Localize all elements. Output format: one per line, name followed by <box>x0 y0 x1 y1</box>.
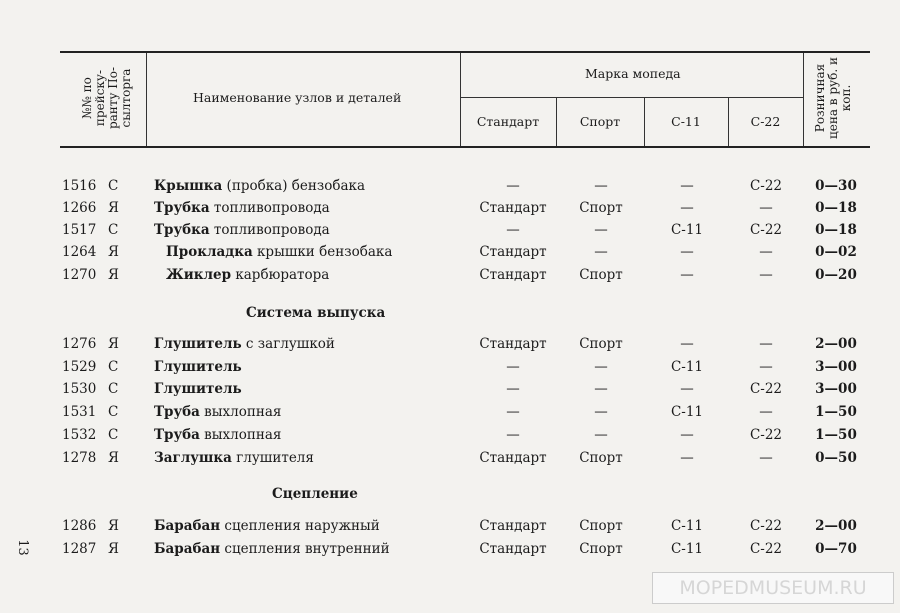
row-number: 1517 <box>62 222 97 238</box>
table-row <box>0 447 900 469</box>
cell-standard: — <box>506 404 520 420</box>
cell-sport: — <box>594 178 608 194</box>
cell-c22: — <box>759 450 773 466</box>
header-divider <box>460 53 461 146</box>
section-title-exhaust: Система выпуска <box>246 305 386 321</box>
catalog-number-header: №№ по прейску-ранту По-сылторга <box>80 66 133 130</box>
row-class: Я <box>108 267 119 283</box>
header-divider <box>146 53 147 146</box>
row-number: 1516 <box>62 178 97 194</box>
cell-price: 0—20 <box>815 267 857 283</box>
table-row <box>0 333 900 355</box>
cell-price: 2—00 <box>815 518 857 534</box>
row-number: 1529 <box>62 359 97 375</box>
cell-c22: — <box>759 244 773 260</box>
cell-sport: — <box>594 222 608 238</box>
cell-c11: — <box>680 267 694 283</box>
cell-price: 0—30 <box>815 178 857 194</box>
row-name: Прокладка крышки бензобака <box>166 244 393 260</box>
cell-standard: Стандарт <box>479 200 547 216</box>
cell-standard: — <box>506 381 520 397</box>
header-divider <box>803 53 804 146</box>
row-class: Я <box>108 541 119 557</box>
row-number: 1532 <box>62 427 97 443</box>
row-class: Я <box>108 450 119 466</box>
cell-c22: — <box>759 336 773 352</box>
cell-c11: — <box>680 427 694 443</box>
cell-price: 0—18 <box>815 200 857 216</box>
cell-c11: С-11 <box>670 404 704 420</box>
cell-standard: Стандарт <box>479 541 547 557</box>
table-row <box>0 538 900 560</box>
cell-price: 0—02 <box>815 244 857 260</box>
section-title-clutch: Сцепление <box>272 486 358 502</box>
cell-standard: — <box>506 178 520 194</box>
cell-price: 0—50 <box>815 450 857 466</box>
price-header: Розничная цена в руб. и коп. <box>813 57 853 139</box>
row-number: 1266 <box>62 200 97 216</box>
table-row <box>0 424 900 446</box>
cell-c22: — <box>759 404 773 420</box>
row-name: Жиклер карбюратора <box>166 267 330 283</box>
table-row <box>0 378 900 400</box>
cell-sport: Спорт <box>579 267 623 283</box>
cell-sport: Спорт <box>579 541 623 557</box>
cell-c22: — <box>759 267 773 283</box>
cell-c11: — <box>680 336 694 352</box>
cell-sport: — <box>594 427 608 443</box>
cell-sport: Спорт <box>579 450 623 466</box>
cell-price: 0—70 <box>815 541 857 557</box>
page-number: 13 <box>14 539 30 556</box>
cell-sport: Спорт <box>579 200 623 216</box>
cell-sport: — <box>594 404 608 420</box>
brand-header-c22: С-22 <box>750 114 781 129</box>
cell-price: 3—00 <box>815 381 857 397</box>
row-number: 1286 <box>62 518 97 534</box>
cell-sport: — <box>594 381 608 397</box>
cell-c11: — <box>680 178 694 194</box>
cell-sport: — <box>594 359 608 375</box>
header-top-rule <box>60 51 870 53</box>
cell-standard: Стандарт <box>479 518 547 534</box>
brand-header-sport: Спорт <box>579 114 621 129</box>
cell-c22: С-22 <box>749 178 783 194</box>
row-name: Трубка топливопровода <box>154 200 330 216</box>
row-class: Я <box>108 336 119 352</box>
table-row <box>0 356 900 378</box>
cell-price: 3—00 <box>815 359 857 375</box>
cell-standard: Стандарт <box>479 244 547 260</box>
cell-c11: С-11 <box>670 541 704 557</box>
cell-c11: — <box>680 381 694 397</box>
cell-c11: — <box>680 450 694 466</box>
table-row <box>0 264 900 286</box>
cell-price: 1—50 <box>815 404 857 420</box>
row-name: Труба выхлопная <box>154 427 282 443</box>
part-name-header: Наименование узлов и деталей <box>193 90 402 105</box>
cell-price: 0—18 <box>815 222 857 238</box>
table-row <box>0 197 900 219</box>
row-name: Барабан сцепления внутренний <box>154 541 390 557</box>
cell-c11: С-11 <box>670 222 704 238</box>
cell-c11: С-11 <box>670 359 704 375</box>
row-class: С <box>108 381 119 397</box>
row-class: Я <box>108 244 119 260</box>
row-name: Труба выхлопная <box>154 404 282 420</box>
row-name: Заглушка глушителя <box>154 450 314 466</box>
table-row <box>0 515 900 537</box>
cell-c22: — <box>759 359 773 375</box>
cell-standard: Стандарт <box>479 336 547 352</box>
cell-sport: — <box>594 244 608 260</box>
cell-c22: С-22 <box>749 222 783 238</box>
cell-c11: — <box>680 200 694 216</box>
cell-c22: С-22 <box>749 381 783 397</box>
cell-sport: Спорт <box>579 518 623 534</box>
cell-standard: — <box>506 427 520 443</box>
watermark-logo: MOPEDMUSEUM.RU <box>652 572 894 604</box>
row-number: 1278 <box>62 450 97 466</box>
row-class: С <box>108 222 119 238</box>
row-name: Глушитель с заглушкой <box>154 336 335 352</box>
header-bottom-rule <box>60 146 870 148</box>
row-number: 1264 <box>62 244 97 260</box>
cell-standard: — <box>506 222 520 238</box>
row-class: Я <box>108 200 119 216</box>
cell-price: 1—50 <box>815 427 857 443</box>
cell-c22: — <box>759 200 773 216</box>
row-class: С <box>108 427 119 443</box>
row-class: Я <box>108 518 119 534</box>
row-class: С <box>108 178 119 194</box>
row-name: Глушитель <box>154 359 242 375</box>
row-number: 1530 <box>62 381 97 397</box>
brand-header-standard: Стандарт <box>476 114 540 129</box>
cell-standard: Стандарт <box>479 450 547 466</box>
table-row <box>0 401 900 423</box>
row-number: 1531 <box>62 404 97 420</box>
table-row <box>0 175 900 197</box>
row-number: 1276 <box>62 336 97 352</box>
cell-c22: С-22 <box>749 541 783 557</box>
row-name: Глушитель <box>154 381 242 397</box>
cell-c22: С-22 <box>749 427 783 443</box>
brand-group-header: Марка мопеда <box>585 66 681 81</box>
row-number: 1270 <box>62 267 97 283</box>
cell-c11: С-11 <box>670 518 704 534</box>
row-name: Барабан сцепления наружный <box>154 518 380 534</box>
table-row <box>0 219 900 241</box>
row-name: Трубка топливопровода <box>154 222 330 238</box>
brand-header-c11: С-11 <box>671 114 701 129</box>
cell-sport: Спорт <box>579 336 623 352</box>
cell-c22: С-22 <box>749 518 783 534</box>
table-row <box>0 241 900 263</box>
row-number: 1287 <box>62 541 97 557</box>
brand-group-rule <box>460 97 803 98</box>
cell-price: 2—00 <box>815 336 857 352</box>
cell-c11: — <box>680 244 694 260</box>
row-class: С <box>108 404 119 420</box>
cell-standard: — <box>506 359 520 375</box>
row-name: Крышка (пробка) бензобака <box>154 178 366 194</box>
row-class: С <box>108 359 119 375</box>
cell-standard: Стандарт <box>479 267 547 283</box>
